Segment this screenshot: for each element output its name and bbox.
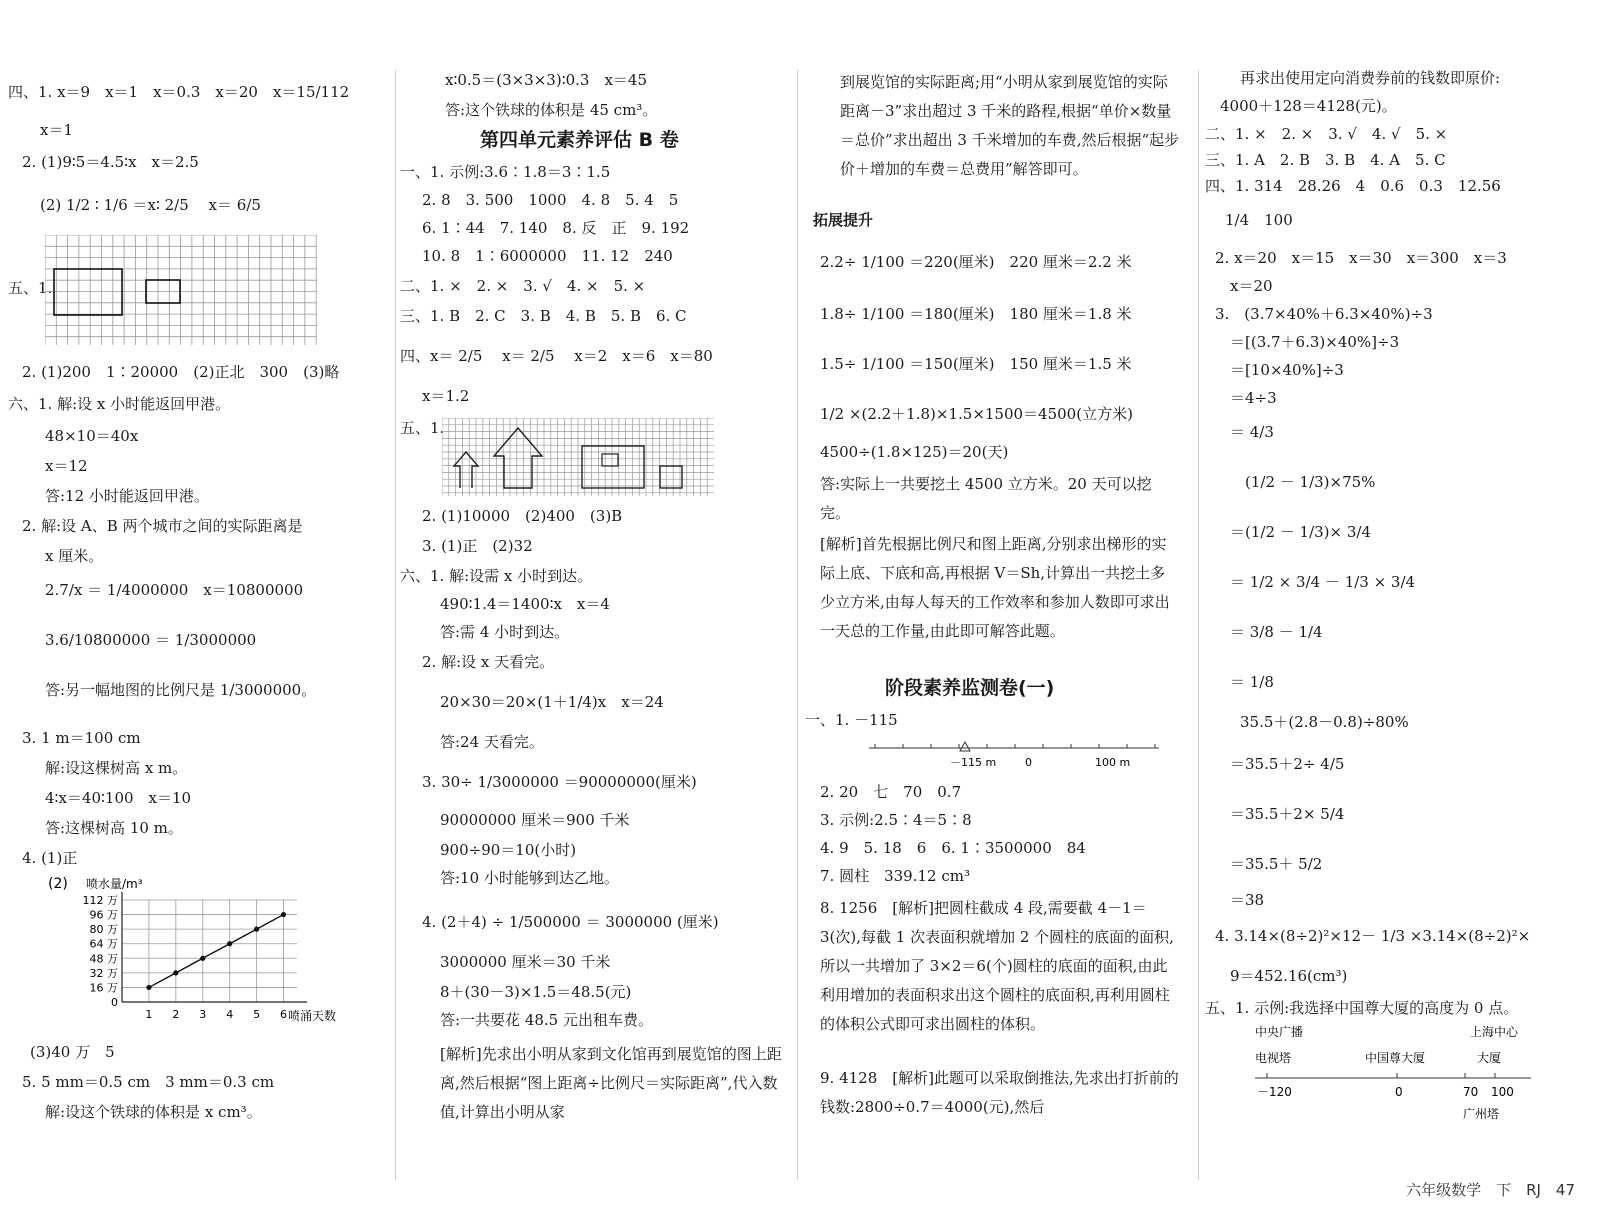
answer-line: 答:实际上一共要挖土 4500 立方米。20 天可以挖完。 [820,475,1152,522]
answer-line: 解:设这个铁球的体积是 x cm³。 [45,1103,262,1121]
y-tick-label: 64 万 [89,937,118,951]
answer-line: 2.7/x ＝ 1/4000000 x＝10800000 [45,581,304,599]
answer-line: 解:设这棵树高 x m。 [45,759,188,777]
y-tick-label: 0 [111,996,118,1009]
answer-line: 答:10 小时能够到达乙地。 [440,869,619,887]
answer-line: 再求出使用定向消费券前的钱数即原价: [1240,69,1501,87]
answer-line: 1.8÷ 1/100 ＝180(厘米) 180 厘米＝1.8 米 [820,305,1132,323]
answer-line: 2. 20 七 70 0.7 [820,783,962,801]
answer-line: 二、1. × 2. × 3. √ 4. × 5. × [400,277,646,295]
answer-line: ＝[10×40%]÷3 [1230,361,1344,379]
series-line [149,915,284,988]
answer-line: 三、1. A 2. B 3. B 4. A 5. C [1205,151,1446,169]
answer-line: (3)40 万 5 [30,1043,115,1061]
answer-line: 二、1. × 2. × 3. √ 4. √ 5. × [1205,125,1448,143]
answer-line: (1/2 － 1/3)×75% [1245,473,1376,491]
answer-line: 490∶1.4＝1400∶x x＝4 [440,595,610,613]
answer-column-1 [0,60,392,1200]
number-line-label: 100 m [1095,756,1131,769]
answer-line: 1/4 100 [1225,211,1293,229]
data-point [227,941,232,946]
grid-figure [442,418,714,496]
answer-column-2 [400,60,792,1200]
answer-line: 答:另一幅地图的比例尺是 1/3000000。 [45,681,317,699]
answer-line: x＝1.2 [422,387,470,405]
answer-line: ＝4÷3 [1230,389,1277,407]
answer-line: 1/2 ×(2.2＋1.8)×1.5×1500＝4500(立方米) [820,405,1133,423]
answer-line: 4500÷(1.8×125)＝20(天) [820,443,1009,461]
section-title: 阶段素养监测卷(一) [885,677,1055,699]
answer-line: ＝38 [1230,891,1265,909]
answer-line: 8＋(30－3)×1.5＝48.5(元) [440,983,632,1001]
answer-line: 答:一共要花 48.5 元出租车费。 [440,1011,653,1029]
answer-line: 2. (1)200 1∶20000 (2)正北 300 (3)略 [22,363,340,381]
answer-line: ＝ 1/2 × 3/4 － 1/3 × 3/4 [1230,573,1416,591]
answer-line: 3. 1 m＝100 cm [22,729,141,747]
data-point [173,970,178,975]
y-tick-label: 48 万 [89,952,118,966]
analysis-note: 8. 1256 [解析]把圆柱截成 4 段,需要截 4－1＝3(次),每截 1 次表面积就增加 2 个圆柱的底面的面积,所以一共增加了 3×2＝6(个)圆柱的底面的面积,由此利用增加的表面积求出这个圆柱的底面积,再利用圆柱的体积公式即可求出圆柱的体积。 [820,899,1174,1033]
answer-line: 五、1. [400,419,445,437]
answer-line: x＝12 [45,457,88,475]
line-chart [40,872,370,1032]
answer-line: 四、x＝ 2/5 x＝ 2/5 x＝2 x＝6 x＝80 [400,347,713,365]
answer-column-4 [1205,60,1595,1200]
answer-line: 答:24 天看完。 [440,733,544,751]
answer-line: 3. 30÷ 1/3000000 ＝90000000(厘米) [422,773,697,791]
analysis-note: 到展览馆的实际距离;用“小明从家到展览馆的实际距离－3”求出超过 3 千米的路程,根据“单价×数量＝总价”求出超出 3 千米增加的车费,然后根据“起步价＋增加的车费＝总费用”解答即可。 [840,73,1180,178]
number-line [1255,1020,1545,1130]
x-tick-label: 5 [253,1008,261,1021]
answer-line: 答:12 小时能返回甲港。 [45,487,209,505]
answer-line: ＝(1/2 － 1/3)× 3/4 [1230,523,1371,541]
chart-y-label: 喷水量/m³ [86,877,143,891]
answer-line: 2. 解:设 A、B 两个城市之间的实际距离是 [22,517,303,535]
number-line-label: 上海中心 [1470,1025,1519,1039]
answer-line: 答:需 4 小时到达。 [440,623,570,641]
analysis-note: [解析]先求出小明从家到文化馆再到展览馆的图上距离,然后根据“图上距离÷比例尺＝实际距离”,代入数值,计算出小明从家 [440,1045,782,1121]
number-line-label: 0 [1025,756,1032,769]
answer-line: ＝ 1/8 [1230,673,1274,691]
x-tick-label: 1 [145,1008,153,1021]
answer-line: 5. 5 mm＝0.5 cm 3 mm＝0.3 cm [22,1073,275,1091]
answer-line: 2. (1)10000 (2)400 (3)B [422,507,623,525]
number-line-label: 广州塔 [1463,1107,1500,1121]
answer-line: 2. x＝20 x＝15 x＝30 x＝300 x＝3 [1215,249,1507,267]
answer-line: ＝ 3/8 － 1/4 [1230,623,1323,641]
answer-line: 10. 8 1∶6000000 11. 12 240 [422,247,673,265]
number-line-label: 电视塔 [1255,1051,1292,1065]
column-divider [395,70,396,1180]
answer-line: 6. 1∶44 7. 140 8. 反 正 9. 192 [422,219,690,237]
answer-line: ＝35.5＋2÷ 4/5 [1230,755,1345,773]
answer-line: ＝[(3.7＋6.3)×40%]÷3 [1230,333,1400,351]
section-heading: 拓展提升 [813,211,874,229]
page-footer: 六年级数学 下 RJ 47 [1406,1181,1575,1199]
answer-line: 20×30＝20×(1＋1/4)x x＝24 [440,693,664,711]
number-line-label: 大厦 [1477,1051,1502,1065]
section-title: 第四单元素养评估 B 卷 [480,129,679,151]
answer-line: ＝35.5＋2× 5/4 [1230,805,1345,823]
analysis-note: 9. 4128 [解析]此题可以采取倒推法,先求出打折前的钱数:2800÷0.7＝4000(元),然后 [820,1069,1179,1116]
answer-line: 7. 圆柱 339.12 cm³ [820,867,970,885]
answer-line: ＝ 4/3 [1230,423,1274,441]
data-point [254,927,259,932]
x-tick-label: 4 [226,1008,234,1021]
answer-line: 三、1. B 2. C 3. B 4. B 5. B 6. C [400,307,687,325]
y-tick-label: 96 万 [89,908,118,922]
answer-line: x＝20 [1230,277,1273,295]
answer-line: 答:这棵树高 10 m。 [45,819,183,837]
answer-line: 四、1. x＝9 x＝1 x＝0.3 x＝20 x＝15/112 [8,83,350,101]
answer-line: 四、1. 314 28.26 4 0.6 0.3 12.56 [1205,177,1501,195]
data-point [281,912,286,917]
answer-line: 4000＋128＝4128(元)。 [1220,97,1397,115]
answer-line: 六、1. 解:设需 x 小时到达。 [400,567,593,585]
chart-x-label: 喷涌天数 [288,1009,337,1023]
answer-line: 48×10＝40x [45,427,139,445]
answer-line: 90000000 厘米＝900 千米 [440,811,630,829]
y-tick-label: 80 万 [89,923,118,937]
chart-prefix: (2) [48,876,68,892]
answer-line: x 厘米。 [45,547,104,565]
answer-line: 一、1. －115 [805,711,898,729]
answer-line: 4. 3.14×(8÷2)²×12－ 1/3 ×3.14×(8÷2)²× [1215,927,1531,945]
answer-line: 35.5＋(2.8－0.8)÷80% [1240,713,1409,731]
answer-line: 3.6/10800000 ＝ 1/3000000 [45,631,257,649]
answer-line: x＝1 [40,121,74,139]
answer-line: 1.5÷ 1/100 ＝150(厘米) 150 厘米＝1.5 米 [820,355,1132,373]
number-line-label: 中央广播 [1255,1025,1304,1039]
data-point [146,985,151,990]
number-line-value: 70 [1463,1085,1479,1099]
answer-line: 六、1. 解:设 x 小时能返回甲港。 [8,395,231,413]
answer-line: ＝35.5＋ 5/2 [1230,855,1323,873]
answer-line: 2.2÷ 1/100 ＝220(厘米) 220 厘米＝2.2 米 [820,253,1132,271]
answer-line: x∶0.5＝(3×3×3)∶0.3 x＝45 [445,71,647,89]
answer-line: 4. 9 5. 18 6 6. 1∶3500000 84 [820,839,1086,857]
answer-line: 2. (1)9∶5＝4.5∶x x＝2.5 [22,153,199,171]
number-line [865,736,1165,772]
answer-line: 9＝452.16(cm³) [1230,967,1348,985]
column-divider [1198,70,1199,1180]
y-tick-label: 16 万 [89,981,118,995]
number-line-label: －115 m [950,756,997,769]
answer-line: 4∶x＝40∶100 x＝10 [45,789,192,807]
x-tick-label: 2 [172,1008,180,1021]
answer-line: 五、1. [8,279,53,297]
analysis-note: [解析]首先根据比例尺和图上距离,分别求出梯形的实际上底、下底和高,再根据 V＝Sh,计算出一共挖土多少立方米,由每人每天的工作效率和参加人数即可求出一天总的工作量,由此即可解答此题。 [820,535,1170,640]
answer-line: 4. (2＋4) ÷ 1/500000 ＝ 3000000 (厘米) [422,913,719,931]
column-divider [797,70,798,1180]
number-line-value: －120 [1257,1085,1292,1099]
answer-line: 一、1. 示例:3.6∶1.8＝3∶1.5 [400,163,611,181]
data-point [200,956,205,961]
answer-line: 3. 示例:2.5∶4＝5∶8 [820,811,972,829]
answer-line: 2. 解:设 x 天看完。 [422,653,555,671]
answer-line: 4. (1)正 [22,849,78,867]
answer-line: 3. (3.7×40%＋6.3×40%)÷3 [1215,305,1433,323]
number-line-value: 0 [1395,1085,1403,1099]
answer-line: 2. 8 3. 500 1000 4. 8 5. 4 5 [422,191,679,209]
answer-line: 五、1. 示例:我选择中国尊大厦的高度为 0 点。 [1205,999,1519,1017]
x-tick-label: 3 [199,1008,207,1021]
number-line-value: 100 [1491,1085,1514,1099]
answer-line: 答:这个铁球的体积是 45 cm³。 [445,101,658,119]
answer-column-3 [805,60,1195,1200]
y-tick-label: 32 万 [89,966,118,980]
y-tick-label: 112 万 [82,894,118,907]
x-tick-label: 6 [280,1008,288,1021]
number-line-label: 中国尊大厦 [1365,1051,1426,1065]
answer-line: 900÷90＝10(小时) [440,841,577,859]
answer-line: 3. (1)正 (2)32 [422,537,533,555]
answer-line: (2) 1/2 ∶ 1/6 ＝x∶ 2/5 x＝ 6/5 [40,196,261,214]
answer-line: 3000000 厘米＝30 千米 [440,953,611,971]
grid-figure [45,235,317,345]
